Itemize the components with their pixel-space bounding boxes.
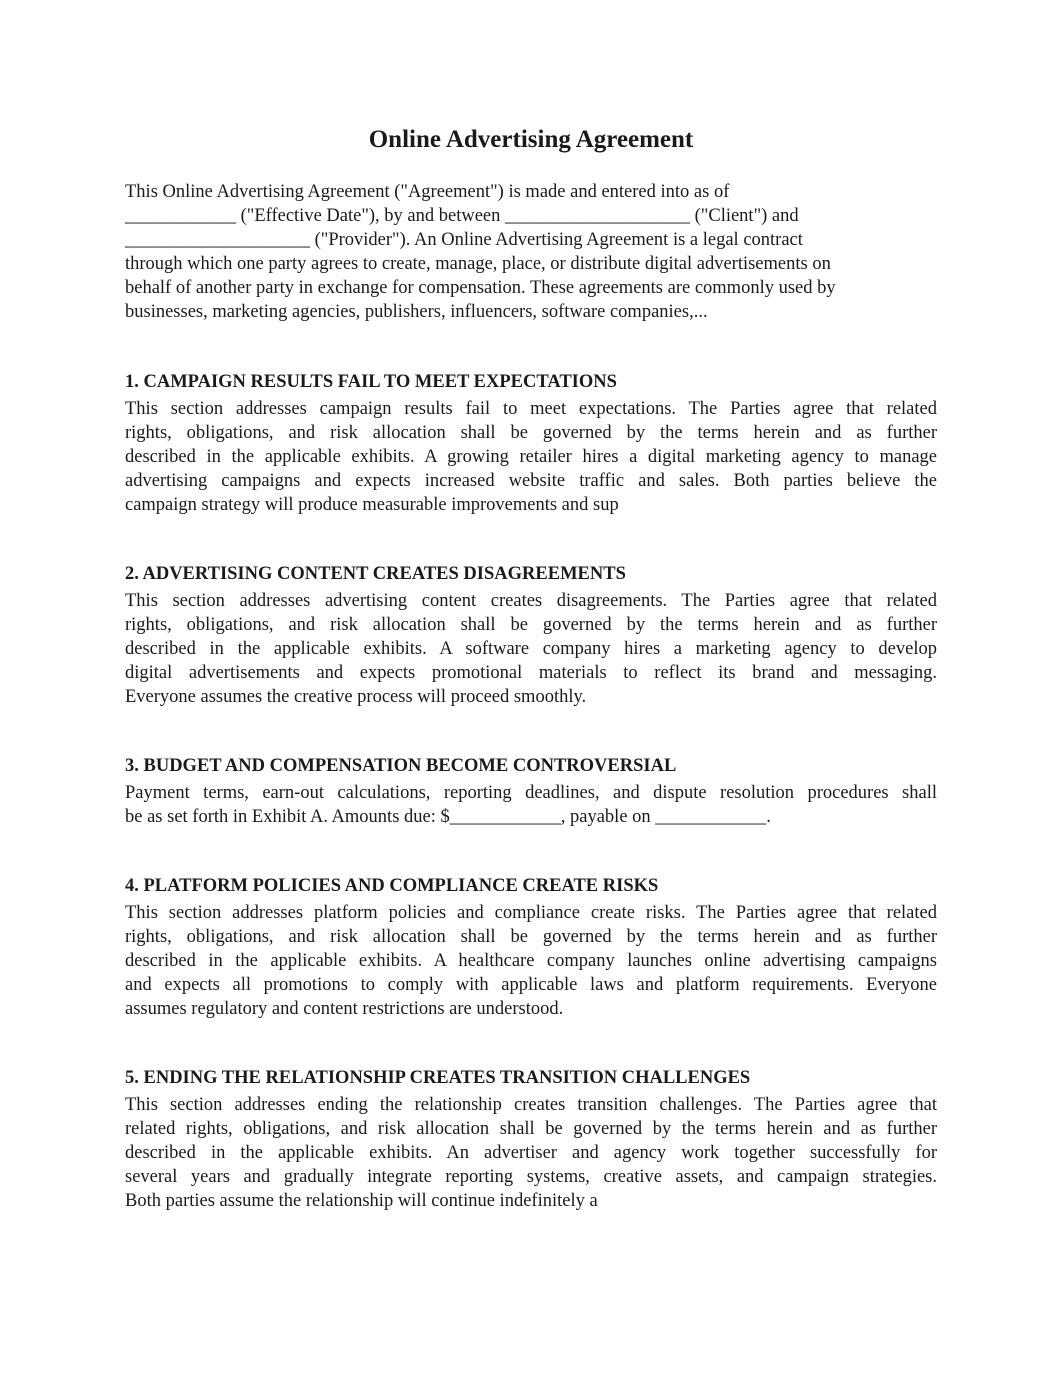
section-line: and expects all promotions to comply with applicable laws and platform requirements. Everyone <box>125 975 937 995</box>
intro-line: This Online Advertising Agreement ("Agreement") is made and entered into as of <box>125 182 730 202</box>
intro-line: through which one party agrees to create, manage, place, or distribute digital advertisements on <box>125 254 831 274</box>
section-line: be as set forth in Exhibit A. Amounts due: $____________, payable on ____________. <box>125 807 771 827</box>
section-line: Payment terms, earn-out calculations, reporting deadlines, and dispute resolution procedures shall <box>125 783 937 803</box>
intro-line: businesses, marketing agencies, publishers, influencers, software companies,... <box>125 302 708 322</box>
section-line: Everyone assumes the creative process will proceed smoothly. <box>125 687 587 707</box>
section-line: digital advertisements and expects promotional materials to reflect its brand and messaging. <box>125 663 937 683</box>
section-line: Both parties assume the relationship will continue indefinitely a <box>125 1191 598 1211</box>
section-line: described in the applicable exhibits. A software company hires a marketing agency to develop <box>125 639 937 659</box>
document-title: Online Advertising Agreement <box>368 126 694 153</box>
section-heading: 5. ENDING THE RELATIONSHIP CREATES TRANSITION CHALLENGES <box>125 1068 751 1088</box>
section-line: This section addresses platform policies and compliance create risks. The Parties agree that related <box>125 903 937 923</box>
section-line: advertising campaigns and expects increased website traffic and sales. Both parties believe the <box>125 471 937 491</box>
section-line: This section addresses ending the relationship creates transition challenges. The Parties agree that <box>125 1095 937 1115</box>
section-line: several years and gradually integrate reporting systems, creative assets, and campaign strategies. <box>125 1167 937 1187</box>
intro-line: ____________________ ("Provider"). An Online Advertising Agreement is a legal contract <box>125 230 803 250</box>
section-body <box>125 1093 937 1213</box>
section-line: assumes regulatory and content restrictions are understood. <box>125 999 564 1019</box>
section-heading: 4. PLATFORM POLICIES AND COMPLIANCE CREATE RISKS <box>125 876 659 896</box>
section-heading: 2. ADVERTISING CONTENT CREATES DISAGREEMENTS <box>125 564 626 584</box>
section-body <box>125 901 937 1021</box>
section-line: rights, obligations, and risk allocation shall be governed by the terms herein and as further <box>125 927 937 947</box>
intro-paragraph <box>125 180 937 324</box>
section-line: This section addresses advertising content creates disagreements. The Parties agree that related <box>125 591 937 611</box>
section-body <box>125 397 937 517</box>
section-heading: 3. BUDGET AND COMPENSATION BECOME CONTROVERSIAL <box>125 756 677 776</box>
section-body <box>125 589 937 709</box>
section-line: related rights, obligations, and risk allocation shall be governed by the terms herein and as further <box>125 1119 937 1139</box>
intro-line: behalf of another party in exchange for compensation. These agreements are commonly used by <box>125 278 836 298</box>
section-line: rights, obligations, and risk allocation shall be governed by the terms herein and as further <box>125 615 937 635</box>
section-line: This section addresses campaign results fail to meet expectations. The Parties agree that related <box>125 399 937 419</box>
section-line: rights, obligations, and risk allocation shall be governed by the terms herein and as further <box>125 423 937 443</box>
section-line: described in the applicable exhibits. A healthcare company launches online advertising campaigns <box>125 951 937 971</box>
intro-line: ____________ ("Effective Date"), by and between ____________________ ("Client") and <box>125 206 799 226</box>
section-line: campaign strategy will produce measurable improvements and sup <box>125 495 619 515</box>
section-line: described in the applicable exhibits. An advertiser and agency work together successfully for <box>125 1143 937 1163</box>
section-body <box>125 781 937 829</box>
section-line: described in the applicable exhibits. A growing retailer hires a digital marketing agency to manage <box>125 447 937 467</box>
section-heading: 1. CAMPAIGN RESULTS FAIL TO MEET EXPECTATIONS <box>125 372 617 392</box>
